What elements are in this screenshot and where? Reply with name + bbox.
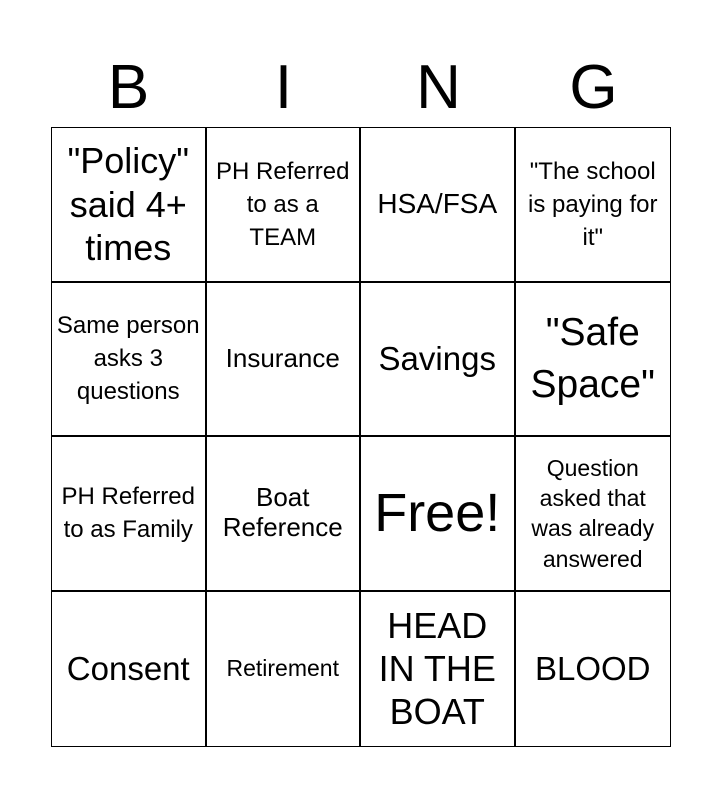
cell-label: Same person asks 3 questions: [56, 312, 200, 406]
bingo-cell[interactable]: [52, 592, 207, 747]
header-letter-n: N: [416, 53, 461, 122]
bingo-cell[interactable]: [516, 283, 671, 438]
cell-label: BLOOD: [534, 649, 651, 687]
bingo-cell[interactable]: [207, 592, 362, 747]
header-letter-b: B: [107, 53, 150, 122]
bingo-cell[interactable]: [207, 437, 362, 592]
header-letter-g: G: [569, 53, 618, 122]
bingo-cell[interactable]: [207, 283, 362, 438]
cell-label: PH Referred to as a TEAM: [216, 157, 350, 251]
cell-label: HEAD IN THE BOAT: [378, 604, 496, 733]
cell-label: "Policy" said 4+ times: [67, 140, 190, 268]
bingo-cell[interactable]: [361, 283, 516, 438]
cell-label: Question asked that was already answered: [531, 454, 655, 572]
bingo-header: [51, 50, 671, 126]
bingo-cell[interactable]: [361, 128, 516, 283]
bingo-cell[interactable]: [361, 592, 516, 747]
bingo-cell[interactable]: [516, 128, 671, 283]
bingo-cell[interactable]: [207, 128, 362, 283]
header-letter-i: I: [274, 53, 293, 122]
cell-label: HSA/FSA: [377, 188, 498, 220]
bingo-cell[interactable]: [516, 437, 671, 592]
cell-label: Boat Reference: [222, 482, 343, 543]
cell-label: "The school is paying for it": [528, 157, 658, 251]
bingo-cell[interactable]: [52, 437, 207, 592]
free-space-cell[interactable]: [361, 437, 516, 592]
bingo-cell[interactable]: [52, 283, 207, 438]
cell-label: PH Referred to as Family: [61, 483, 195, 544]
cell-label: Retirement: [226, 655, 339, 682]
cell-label: Free!: [374, 483, 501, 544]
bingo-cell[interactable]: [516, 592, 671, 747]
cell-label: "Safe Space": [530, 311, 655, 406]
cell-label: Savings: [378, 339, 496, 377]
cell-label: Insurance: [225, 342, 340, 373]
bingo-cell[interactable]: [52, 128, 207, 283]
cell-label: Consent: [66, 649, 190, 687]
bingo-board: [51, 127, 671, 747]
